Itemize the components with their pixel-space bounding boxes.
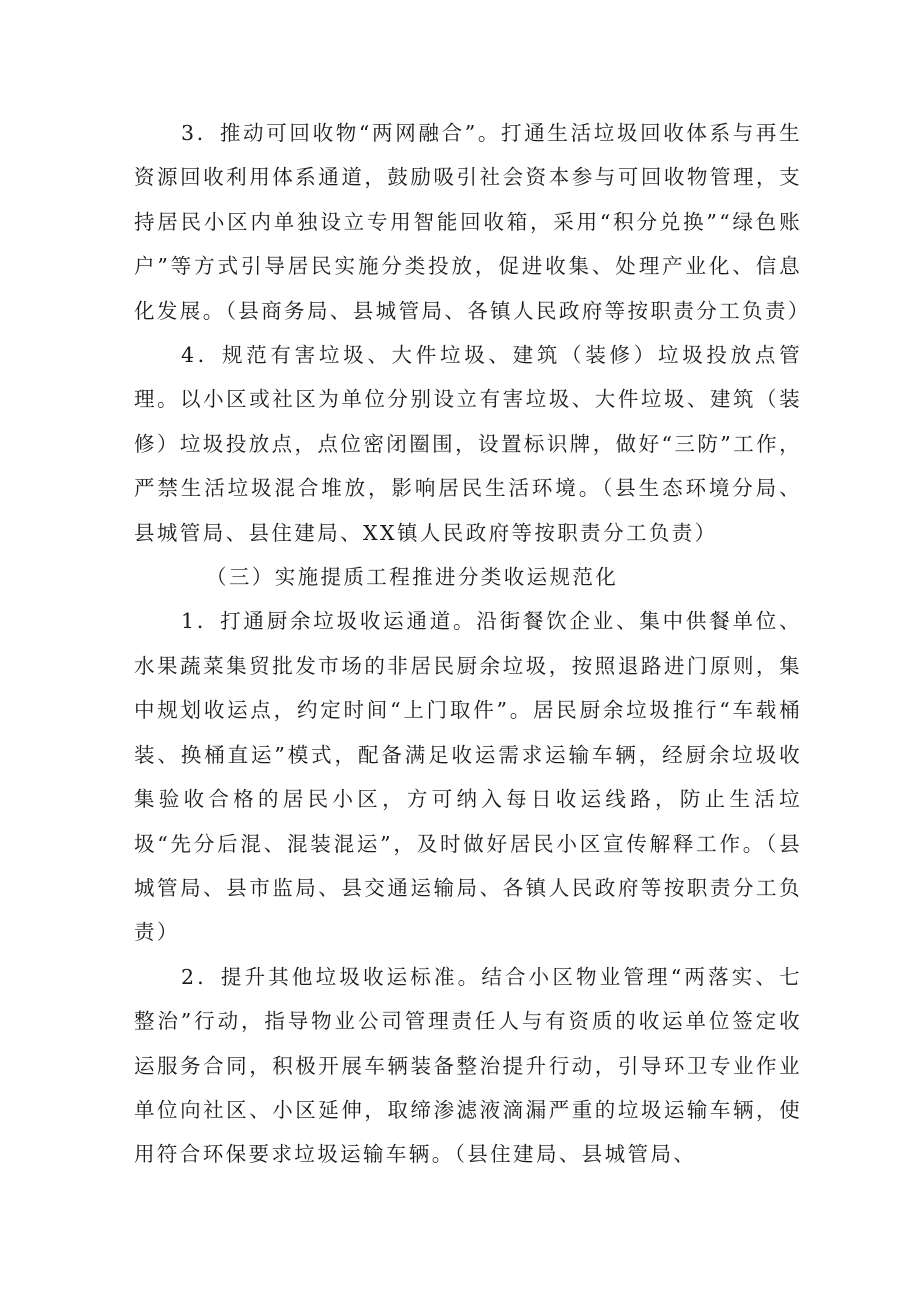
paragraph-hazardous-waste-points: 4．规范有害垃圾、大件垃圾、建筑（装修）垃圾投放点管理。以小区或社区为单位分别设立有害垃圾、大件垃圾、建筑（装修）垃圾投放点，点位密闭圈围，设置标识牌，做好“三防”工作，严禁生活垃圾混合堆放，影响居民生活环境。（县生态环境分局、县城管局、县住建局、XX镇人民政府等按职责分工负责） bbox=[134, 343, 802, 545]
document-body bbox=[134, 111, 811, 1177]
paragraph-recyclables-integration: 3．推动可回收物“两网融合”。打通生活垃圾回收体系与再生资源回收利用体系通道，鼓励吸引社会资本参与可回收物管理，支持居民小区内单独设立专用智能回收箱，采用“积分兑换”“绿色账户”等方式引导居民实施分类投放，促进收集、处理产业化、信息化发展。（县商务局、县城管局、各镇人民政府等按职责分工负责） bbox=[134, 121, 811, 323]
paragraph-other-waste: 2．提升其他垃圾收运标准。结合小区物业管理“两落实、七整治”行动，指导物业公司管理责任人与有资质的收运单位签定收运服务合同，积极开展车辆装备整治提升行动，引导环卫专业作业单位向社区、小区延伸，取缔渗滤液滴漏严重的垃圾运输车辆，使用符合环保要求垃圾运输车辆。（县住建局、县城管局、 bbox=[134, 964, 802, 1167]
paragraph-kitchen-waste: 1．打通厨余垃圾收运通道。沿街餐饮企业、集中供餐单位、水果蔬菜集贸批发市场的非居民厨余垃圾，按照退路进门原则，集中规划收运点，约定时间“上门取件”。居民厨余垃圾推行“车载桶装、换桶直运”模式，配备满足收运需求运输车辆，经厨余垃圾收集验收合格的居民小区，方可纳入每日收运线路，防止生活垃圾“先分后混、混装混运”，及时做好居民小区宣传解释工作。（县城管局、县市监局、县交通运输局、各镇人民政府等按职责分工负责） bbox=[134, 609, 802, 945]
section-heading-collection: （三）实施提质工程推进分类收运规范化 bbox=[206, 565, 619, 590]
